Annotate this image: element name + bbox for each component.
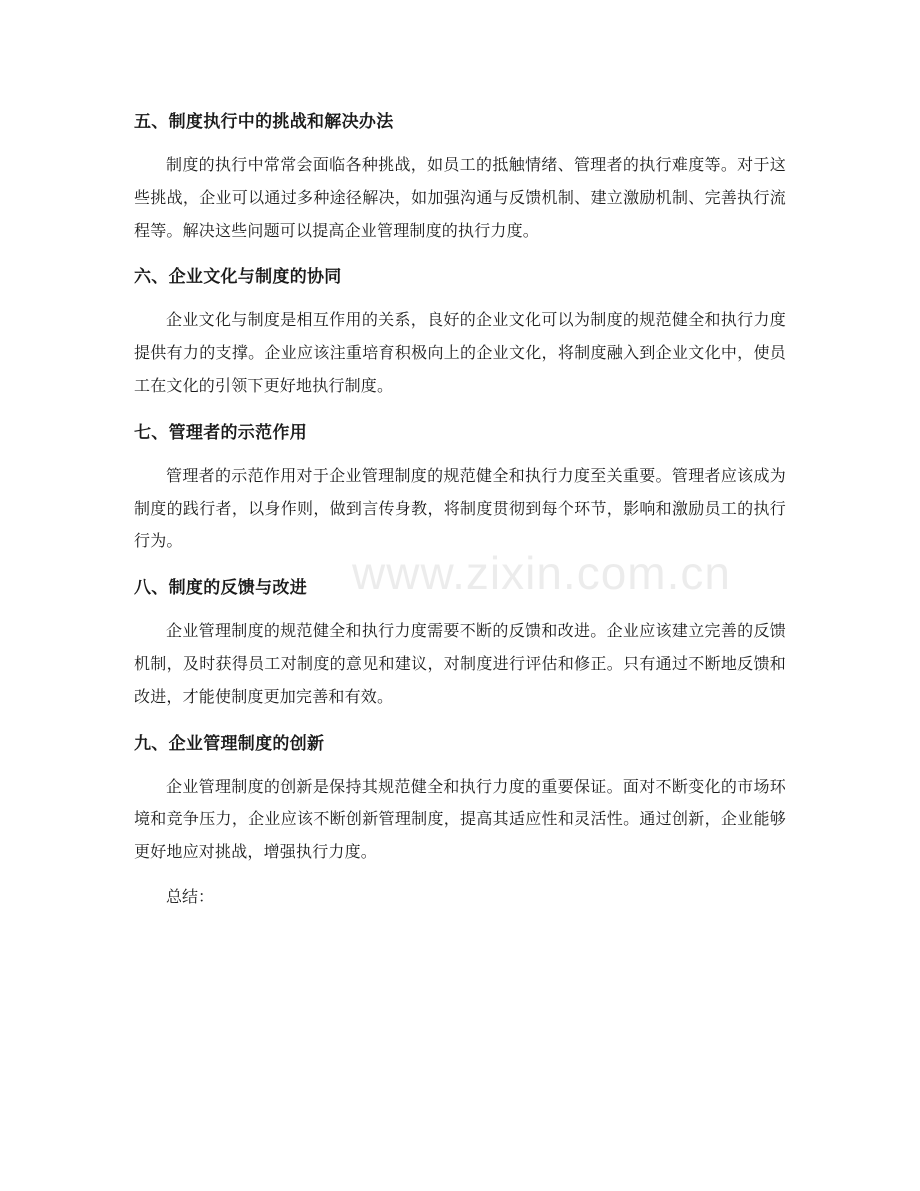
section-paragraph: 企业管理制度的创新是保持其规范健全和执行力度的重要保证。面对不断变化的市场环境和竞争压力，企业应该不断创新管理制度，提高其适应性和灵活性。通过创新，企业能够更好地应对挑战，增强执行力度。 [134,776,786,862]
summary-label: 总结： [166,886,215,906]
document-content [134,104,786,914]
section-heading: 九、企业管理制度的创新 [134,733,325,754]
section-heading: 五、制度执行中的挑战和解决办法 [134,112,394,132]
section-paragraph: 企业管理制度的规范健全和执行力度需要不断的反馈和改进。企业应该建立完善的反馈机制，及时获得员工对制度的意见和建议，对制度进行评估和修正。只有通过不断地反馈和改进，才能使制度更加完善和有效。 [134,621,786,706]
watermark: www.zixin.com.cn [352,547,731,599]
section-6 [134,259,786,402]
section-7 [134,415,786,558]
section-paragraph: 企业文化与制度是相互作用的关系，良好的企业文化可以为制度的规范健全和执行力度提供有力的支撑。企业应该注重培育积极向上的企业文化，将制度融入到企业文化中，使员工在文化的引领下更好地执行制度。 [134,310,786,395]
section-heading: 八、制度的反馈与改进 [134,578,307,599]
section-heading: 七、管理者的示范作用 [134,422,307,443]
section-5 [134,104,786,247]
section-paragraph: 制度的执行中常常会面临各种挑战，如员工的抵触情绪、管理者的执行难度等。对于这些挑战，企业可以通过多种途径解决，如加强沟通与反馈机制、建立激励机制、完善执行流程等。解决这些问题可以提高企业管理制度的执行力度。 [134,155,786,240]
section-9 [134,726,786,869]
section-heading: 六、企业文化与制度的协同 [134,267,342,288]
section-paragraph: 管理者的示范作用对于企业管理制度的规范健全和执行力度至关重要。管理者应该成为制度的践行者，以身作则，做到言传身教，将制度贯彻到每个环节，影响和激励员工的执行行为。 [134,465,786,551]
section-8 [134,570,786,713]
